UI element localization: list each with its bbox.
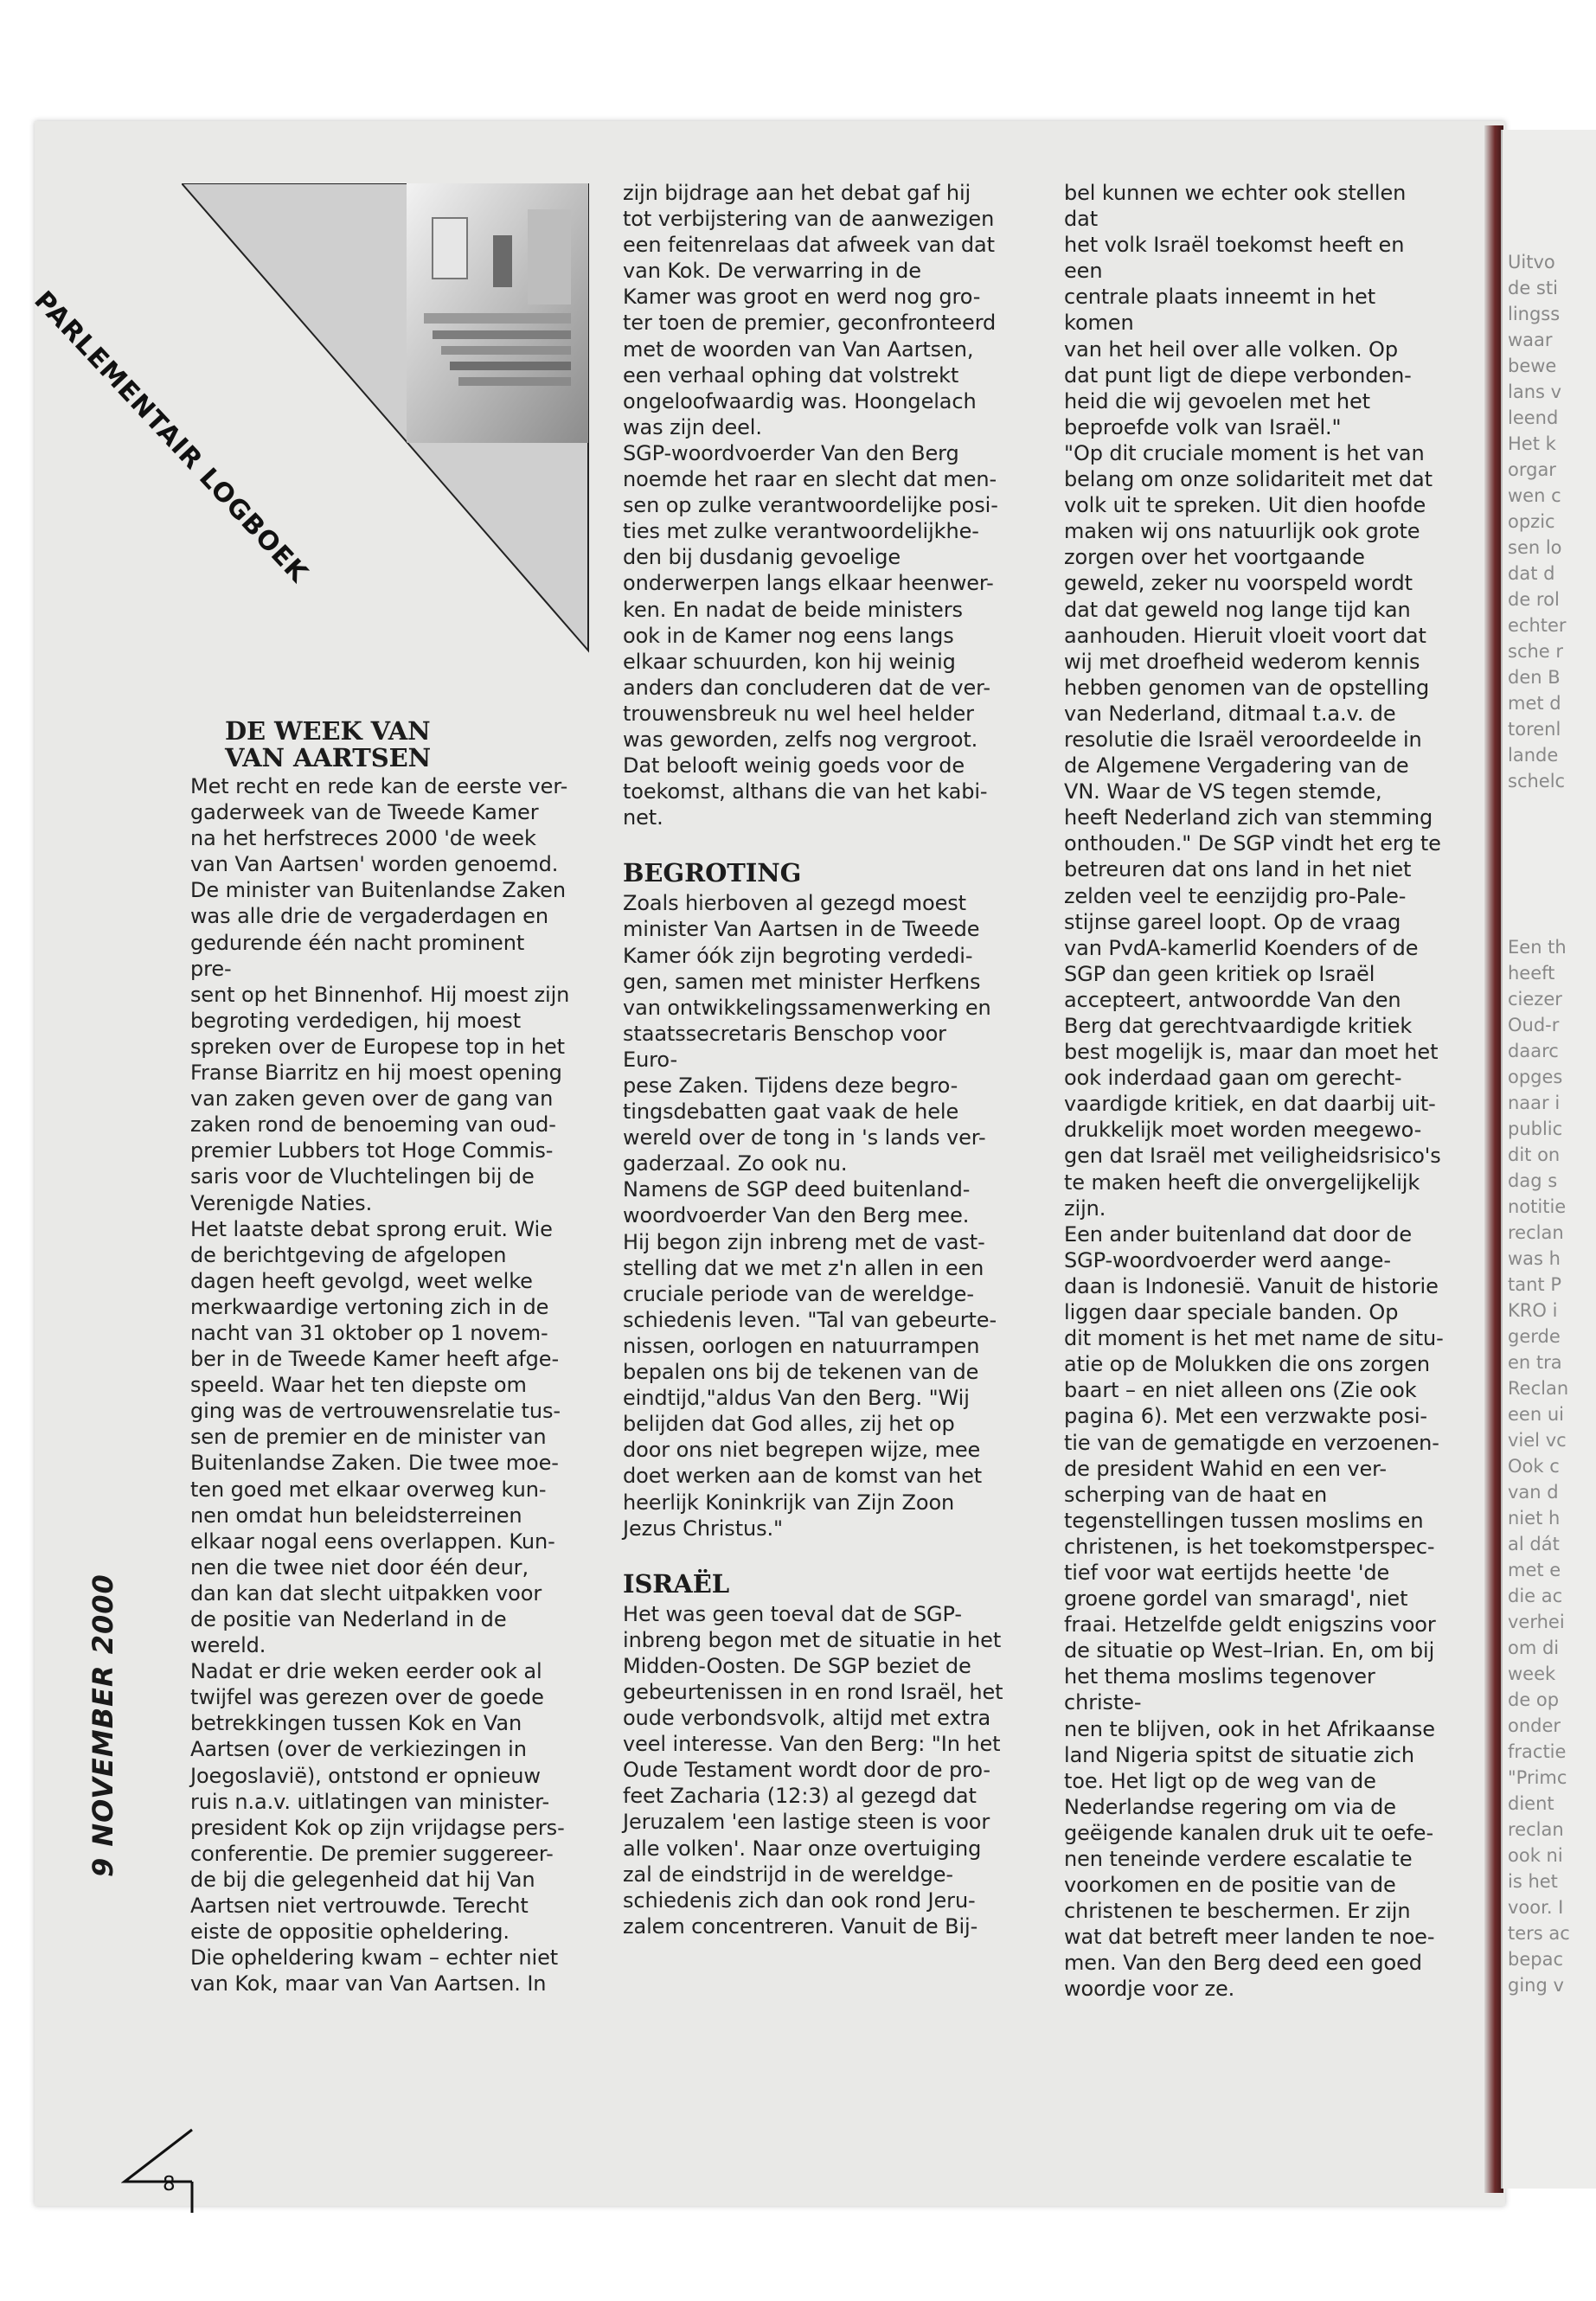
body-line: dit moment is het met name de situ- [1064, 1326, 1444, 1351]
body-line: nen te blijven, ook in het Afrikaanse [1064, 1716, 1435, 1741]
body-line: staatssecretaris Benschop voor Euro- [623, 1021, 946, 1072]
body-line: eindtijd,"aldus Van den Berg. "Wij [623, 1386, 970, 1411]
body-line: toekomst, althans die van het kabi- [623, 779, 988, 804]
fragment-line: Een th [1508, 937, 1567, 958]
fragment-line: dag s [1508, 1170, 1558, 1191]
body-line: heerlijk Koninkrijk van Zijn Zoon [623, 1490, 955, 1515]
body-line: Aartsen (over de verkiezingen in [190, 1737, 527, 1762]
body-line: ging was de vertrouwensrelatie tus- [190, 1399, 561, 1424]
body-line: Joegoslavië), ontstond er opnieuw [190, 1763, 541, 1788]
body-line: president Kok op zijn vrijdagse pers- [190, 1815, 565, 1840]
body-line: SGP-woordvoerder Van den Berg [623, 440, 959, 465]
body-line: schiedenis leven. "Tal van gebeurte- [623, 1307, 997, 1332]
fragment-line: dient [1508, 1793, 1554, 1814]
fragment-line: gerde [1508, 1326, 1561, 1347]
body-line: christenen, is het toekomstperspec- [1064, 1534, 1435, 1559]
fragment-line: den B [1508, 667, 1561, 688]
body-line: wij met droefheid wederom kennis [1064, 649, 1420, 674]
body-line: Hij begon zijn inbreng met de vast- [623, 1229, 985, 1254]
body-line: dan kan dat slecht uitpakken voor [190, 1580, 542, 1606]
body-line: gaderweek van de Tweede Kamer [190, 800, 539, 825]
body-line: Nadat er drie weken eerder ook al [190, 1659, 542, 1684]
body-line: daan is Indonesië. Vanuit de historie [1064, 1273, 1439, 1298]
body-line: VN. Waar de VS tegen stemde, [1064, 779, 1382, 804]
body-line: oude verbondsvolk, altijd met extra [623, 1706, 991, 1731]
body-line: den bij dusdanig gevoelige [623, 545, 901, 570]
body-line: SGP dan geen kritiek op Israël [1064, 961, 1375, 986]
body-line: Jeruzalem 'een lastige steen is voor [623, 1810, 990, 1835]
body-line: Kamer was groot en werd nog gro- [623, 285, 981, 310]
body-line: woordvoerder Van den Berg mee. [623, 1203, 970, 1228]
body-line: betreuren dat ons land in het niet [1064, 857, 1412, 882]
body-line: fraai. Hetzelfde geldt enigszins voor [1064, 1612, 1436, 1638]
body-line: sen de premier en de minister van [190, 1425, 547, 1450]
body-line: voorkomen en de positie van de [1064, 1873, 1396, 1898]
section-heading-begroting: BEGROTING [623, 858, 802, 888]
fragment-line: de sti [1508, 278, 1558, 298]
fragment-line: opges [1508, 1067, 1563, 1087]
body-line: gen dat Israël met veiligheidsrisico's [1064, 1144, 1441, 1169]
fragment-line: ging v [1508, 1975, 1564, 1996]
body-line: het volk Israël toekomst heeft en een [1064, 233, 1405, 284]
body-line: Met recht en rede kan de eerste ver- [190, 774, 568, 798]
fragment-line: een ui [1508, 1404, 1564, 1425]
body-line: men. Van den Berg deed een goed [1064, 1951, 1422, 1976]
body-line: maken wij ons natuurlijk ook grote [1064, 519, 1420, 544]
body-line: heid die wij gevoelen met het [1064, 388, 1370, 413]
logbook-triangle [182, 183, 597, 668]
fragment-line: bepac [1508, 1949, 1563, 1970]
body-line: ber in de Tweede Kamer heeft afge- [190, 1347, 559, 1372]
body-line: met de woorden van Van Aartsen, [623, 336, 974, 362]
body-line: door ons niet begrepen wijze, mee [623, 1438, 981, 1463]
body-line: Franse Biarritz en hij moest opening [190, 1061, 562, 1086]
body-line: onderwerpen langs elkaar heenwer- [623, 571, 994, 596]
body-line: gebeurtenissen in en rond Israël, het [623, 1679, 1003, 1704]
body-line: centrale plaats inneemt in het komen [1064, 285, 1376, 336]
body-line: conferentie. De premier suggereer- [190, 1841, 554, 1866]
body-line: geweld, zeker nu voorspeld wordt [1064, 571, 1413, 596]
fragment-line: is het [1508, 1871, 1558, 1892]
body-line: doet werken aan de komst van het [623, 1464, 983, 1489]
body-line: pagina 6). Met een verzwakte posi- [1064, 1404, 1427, 1429]
fragment-line: wen c [1508, 485, 1561, 506]
body-line: zal de eindstrijd in de wereldge- [623, 1862, 953, 1887]
fragment-line: die ac [1508, 1586, 1563, 1606]
body-line: toe. Het ligt op de weg van de [1064, 1768, 1376, 1793]
body-line: trouwensbreuk nu wel heel helder [623, 701, 974, 726]
fragment-line: Het k [1508, 433, 1556, 454]
body-line: de Algemene Vergadering van de [1064, 753, 1409, 779]
section-heading-israel: ISRAËL [623, 1568, 730, 1599]
body-line: ken. En nadat de beide ministers [623, 597, 963, 622]
section-emblem [182, 183, 597, 668]
body-line: dat dat geweld nog lange tijd kan [1064, 597, 1411, 622]
body-line: dat punt ligt de diepe verbonden- [1064, 362, 1412, 388]
fragment-line: ciezer [1508, 989, 1562, 1009]
body-line: wat dat betreft meer landen te noe- [1064, 1925, 1435, 1950]
body-line: Zoals hierboven al gezegd moest [623, 891, 966, 916]
body-line: gen, samen met minister Herfkens [623, 969, 981, 994]
body-line: stijnse gareel loopt. Op de vraag [1064, 909, 1401, 934]
column-3 [1064, 180, 1445, 2003]
fragment-line: met d [1508, 693, 1561, 714]
fragment-line: naar i [1508, 1093, 1561, 1113]
fragment-line: reclan [1508, 1222, 1564, 1243]
fragment-line: de op [1508, 1689, 1560, 1710]
body-line: nissen, oorlogen en natuurrampen [623, 1333, 980, 1358]
fragment-line: sche r [1508, 641, 1564, 662]
body-line: veel interesse. Van den Berg: "In het [623, 1732, 1001, 1757]
fragment-line: en tra [1508, 1352, 1562, 1373]
body-line: zalem concentreren. Vanuit de Bij- [623, 1913, 978, 1939]
fragment-line: orgar [1508, 459, 1556, 480]
body-line: dagen heeft gevolgd, weet welke [190, 1268, 533, 1293]
body-line: liggen daar speciale banden. Op [1064, 1300, 1399, 1325]
body-line: Dat belooft weinig goeds voor de [623, 753, 965, 779]
body-line: van zaken geven over de gang van [190, 1086, 554, 1112]
body-line: belang om onze solidariteit met dat [1064, 467, 1433, 492]
body-line: de positie van Nederland in de [190, 1607, 507, 1631]
column-1 [190, 718, 571, 1997]
body-line: begroting verdedigen, hij moest [190, 1008, 522, 1033]
magazine-page [28, 121, 1505, 2206]
body-line: Buitenlandse Zaken. Die twee moe- [190, 1451, 559, 1476]
body-line: tingsdebatten gaat vaak de hele [623, 1099, 959, 1125]
body-line: gaderzaal. Zo ook nu. [623, 1151, 848, 1176]
body-line: zorgen over het voortgaande [1064, 545, 1365, 570]
body-line: drukkelijk moet worden meegewo- [1064, 1118, 1422, 1143]
fragment-line: leend [1508, 407, 1559, 428]
fragment-line: KRO i [1508, 1300, 1558, 1321]
body-line: een verhaal ophing dat volstrekt [623, 362, 959, 388]
fragment-line: torenl [1508, 719, 1561, 740]
body-line: geëigende kanalen druk uit te oefe- [1064, 1820, 1434, 1845]
body-line: te maken heeft die onvergelijkelijk [1064, 1170, 1420, 1195]
fragment-line: opzic [1508, 511, 1555, 532]
fragment-line: Oud-r [1508, 1015, 1560, 1035]
body-line: ook inderdaad gaan om gerecht- [1064, 1066, 1402, 1091]
body-line: De minister van Buitenlandse Zaken [190, 878, 566, 903]
body-line: een feitenrelaas dat afweek van dat [623, 233, 995, 258]
body-line: zelden veel te eenzijdig pro-Pale- [1064, 883, 1407, 908]
body-line: van Nederland, ditmaal t.a.v. de [1064, 701, 1396, 726]
body-line: "Op dit cruciale moment is het van [1064, 440, 1425, 465]
fragment-line: de rol [1508, 589, 1560, 610]
fragment-line: Ook c [1508, 1456, 1560, 1477]
body-line: schiedenis zich dan ook rond Jeru- [623, 1888, 976, 1913]
column-2 [623, 180, 1003, 1939]
body-line: spreken over de Europese top in het [190, 1034, 565, 1059]
body-line: sen op zulke verantwoordelijke posi- [623, 493, 998, 518]
fragment-line: week [1508, 1663, 1556, 1684]
fragment-line: reclan [1508, 1819, 1564, 1840]
body-line: ties met zulke verantwoordelijkhe- [623, 519, 979, 544]
fragment-line: voor. I [1508, 1897, 1564, 1918]
body-line: vaardigde kritiek, en dat daarbij uit- [1064, 1092, 1436, 1117]
body-line: Aartsen niet vertrouwde. Terecht [190, 1894, 529, 1919]
body-line: groene gordel van smaragd', niet [1064, 1586, 1408, 1612]
body-line: Midden-Oosten. De SGP beziet de [623, 1653, 971, 1678]
body-line: volk uit te spreken. Uit dien hoofde [1064, 493, 1426, 518]
fragment-line: viel vc [1508, 1430, 1567, 1451]
fragment-line: was h [1508, 1248, 1561, 1269]
body-line: atie op de Molukken die ons zorgen [1064, 1352, 1431, 1377]
fragment-line: Uitvo [1508, 252, 1555, 272]
body-line: zijn. [1064, 1195, 1106, 1221]
body-line: nen omdat hun beleidsterreinen [190, 1503, 522, 1528]
body-line: van Van Aartsen' worden genoemd. [190, 852, 559, 877]
body-line: anders dan concluderen dat de ver- [623, 675, 990, 700]
body-line: Nederlandse regering om via de [1064, 1794, 1396, 1819]
body-line: saris voor de Vluchtelingen bij de [190, 1164, 535, 1189]
body-line: ten goed met elkaar overweg kun- [190, 1477, 547, 1502]
fragment-line: onder [1508, 1715, 1561, 1736]
body-line: wereld. [190, 1633, 266, 1658]
body-line: Het laatste debat sprong eruit. Wie [190, 1216, 553, 1241]
fragment-line: Reclan [1508, 1378, 1569, 1399]
body-line: Berg dat gerechtvaardigde kritiek [1064, 1014, 1413, 1038]
body-line: christenen te beschermen. Er zijn [1064, 1899, 1411, 1924]
body-line: Namens de SGP deed buitenland- [623, 1177, 971, 1202]
body-line: nacht van 31 oktober op 1 novem- [190, 1320, 548, 1345]
fragment-line: "Primc [1508, 1767, 1567, 1788]
fragment-line: notitie [1508, 1196, 1567, 1217]
body-line: ook in de Kamer nog eens langs [623, 623, 954, 648]
fragment-line: verhei [1508, 1612, 1565, 1632]
body-line: feet Zacharia (12:3) al gezegd dat [623, 1784, 977, 1809]
body-line: speeld. Waar het ten diepste om [190, 1373, 527, 1398]
fragment-line: lans v [1508, 381, 1562, 402]
body-line: van PvdA-kamerlid Koenders of de [1064, 935, 1419, 960]
body-line: tief voor wat eertijds heette 'de [1064, 1560, 1390, 1585]
body-line: woordje voor ze. [1064, 1977, 1235, 2002]
body-line: Verenigde Naties. [190, 1190, 373, 1215]
next-page-fragment [1501, 130, 1596, 2189]
body-line: belijden dat God alles, zij het op [623, 1412, 955, 1437]
body-line: baart – en niet alleen ons (Zie ook [1064, 1378, 1417, 1403]
body-line: land Nigeria spitst de situatie zich [1064, 1742, 1414, 1767]
body-line: tot verbijstering van de aanwezigen [623, 207, 995, 232]
body-line: minister Van Aartsen in de Tweede [623, 917, 980, 942]
body-line: noemde het raar en slecht dat men- [623, 467, 997, 492]
chamber-photo [407, 183, 588, 443]
body-line: de situatie op West–Irian. En, om bij [1064, 1638, 1435, 1663]
body-line: twijfel was gerezen over de goede [190, 1685, 544, 1710]
body-line: hebben genomen van de opstelling [1064, 675, 1430, 700]
body-line: accepteert, antwoordde Van den [1064, 987, 1401, 1012]
body-line: van ontwikkelingssamenwerking en [623, 995, 991, 1020]
next-page-text-b [1503, 934, 1570, 1998]
body-line: de president Wahid en een ver- [1064, 1456, 1387, 1481]
body-line: stelling dat we met z'n allen in een [623, 1255, 984, 1280]
body-line: cruciale periode van de wereldge- [623, 1281, 974, 1306]
body-line: net. [623, 805, 663, 830]
fragment-line: om di [1508, 1638, 1560, 1658]
body-line: Kamer óók zijn begroting verdedi- [623, 943, 973, 968]
body-line: eiste de oppositie opheldering. [190, 1920, 510, 1945]
fragment-line: sen lo [1508, 537, 1562, 558]
fragment-line: dat d [1508, 563, 1555, 584]
body-line: zaken rond de benoeming van oud- [190, 1112, 556, 1138]
fragment-line: lande [1508, 745, 1559, 766]
body-line: beproefde volk van Israël." [1064, 414, 1342, 439]
body-line: van het heil over alle volken. Op [1064, 336, 1398, 362]
body-line: onthouden." De SGP vindt het erg te [1064, 831, 1441, 856]
body-line: elkaar schuurden, kon hij weinig [623, 649, 956, 674]
next-page-text-a [1503, 249, 1567, 794]
body-line: het thema moslims tegenover christe- [1064, 1664, 1375, 1715]
body-line: nen teneinde verdere escalatie te [1064, 1847, 1413, 1871]
body-line: ongeloofwaardig was. Hoongelach [623, 388, 977, 413]
body-line: heeft Nederland zich van stemming [1064, 805, 1433, 830]
fragment-line: al dát [1508, 1534, 1560, 1554]
body-line: ter toen de premier, geconfronteerd [623, 311, 997, 336]
body-line: zijn bijdrage aan het debat gaf hij [623, 181, 971, 205]
body-line: scherping van de haat en [1064, 1482, 1328, 1507]
body-line: wereld over de tong in 's lands ver- [623, 1125, 986, 1150]
section-label: PARLEMENTAIR LOGBOEK [28, 285, 314, 589]
fragment-line: van d [1508, 1482, 1559, 1503]
body-line: van Kok, maar van Van Aartsen. In [190, 1971, 547, 1997]
body-line: merkwaardige vertoning zich in de [190, 1294, 549, 1319]
body-line: Een ander buitenland dat door de [1064, 1221, 1413, 1247]
issue-date: 9 NOVEMBER 2000 [87, 1574, 119, 1877]
fragment-line: public [1508, 1118, 1563, 1139]
body-line: na het herfstreces 2000 'de week [190, 826, 536, 851]
body-line: SGP-woordvoerder werd aange- [1064, 1247, 1391, 1272]
body-line: Oude Testament wordt door de pro- [623, 1758, 990, 1783]
page-corner-triangle [121, 2128, 199, 2214]
body-line: bel kunnen we echter ook stellen dat [1064, 181, 1407, 232]
body-line: was zijn deel. [623, 414, 762, 439]
body-line: tie van de gematigde en verzoenen- [1064, 1430, 1439, 1455]
body-line: premier Lubbers tot Hoge Commis- [190, 1138, 554, 1163]
body-line: van Kok. De verwarring in de [623, 259, 921, 284]
body-line: nen die twee niet door één deur, [190, 1554, 529, 1580]
body-line: Jezus Christus." [623, 1516, 783, 1541]
fragment-line: niet h [1508, 1508, 1561, 1529]
fragment-line: schelc [1508, 771, 1566, 792]
body-line: de bij die gelegenheid dat hij Van [190, 1867, 535, 1892]
fragment-line: ook ni [1508, 1845, 1563, 1866]
fragment-line: tant P [1508, 1274, 1561, 1295]
body-line: alle volken'. Naar onze overtuiging [623, 1836, 982, 1861]
fragment-line: heeft [1508, 963, 1555, 984]
fragment-line: bewe [1508, 356, 1557, 376]
fragment-line: ters ac [1508, 1923, 1570, 1944]
body-line: pese Zaken. Tijdens deze begro- [623, 1074, 958, 1098]
body-line: Het was geen toeval dat de SGP- [623, 1601, 962, 1626]
body-line: was alle drie de vergaderdagen en [190, 904, 548, 929]
body-line: betrekkingen tussen Kok en Van [190, 1711, 522, 1736]
fragment-line: fractie [1508, 1741, 1567, 1762]
body-line: tegenstellingen tussen moslims en [1064, 1508, 1424, 1533]
body-line: inbreng begon met de situatie in het [623, 1627, 1002, 1652]
body-line: elkaar nogal eens overlappen. Kun- [190, 1529, 555, 1554]
fragment-line: echter [1508, 615, 1567, 636]
fragment-line: lingss [1508, 304, 1561, 324]
body-line: gedurende één nacht prominent pre- [190, 930, 525, 981]
body-line: resolutie die Israël veroordeelde in [1064, 727, 1422, 752]
fragment-line: dit on [1508, 1144, 1561, 1165]
body-line: Die opheldering kwam – echter niet [190, 1945, 559, 1971]
body-line: de berichtgeving de afgelopen [190, 1242, 507, 1267]
body-line: bepalen ons bij de tekenen van de [623, 1360, 979, 1385]
body-line: sent op het Binnenhof. Hij moest zijn [190, 982, 570, 1007]
body-line: was geworden, zelfs nog vergroot. [623, 727, 978, 752]
body-line: ruis n.a.v. uitlatingen van minister- [190, 1789, 550, 1814]
page-number: 8 [163, 2173, 176, 2195]
fragment-line: met e [1508, 1560, 1561, 1580]
body-line: best mogelijk is, maar dan moet het [1064, 1040, 1439, 1065]
body-line: aanhouden. Hieruit vloeit voort dat [1064, 623, 1426, 648]
fragment-line: daarc [1508, 1041, 1559, 1061]
article-heading: DE WEEK VAN VAN AARTSEN [225, 716, 431, 772]
fragment-line: waar [1508, 330, 1553, 350]
